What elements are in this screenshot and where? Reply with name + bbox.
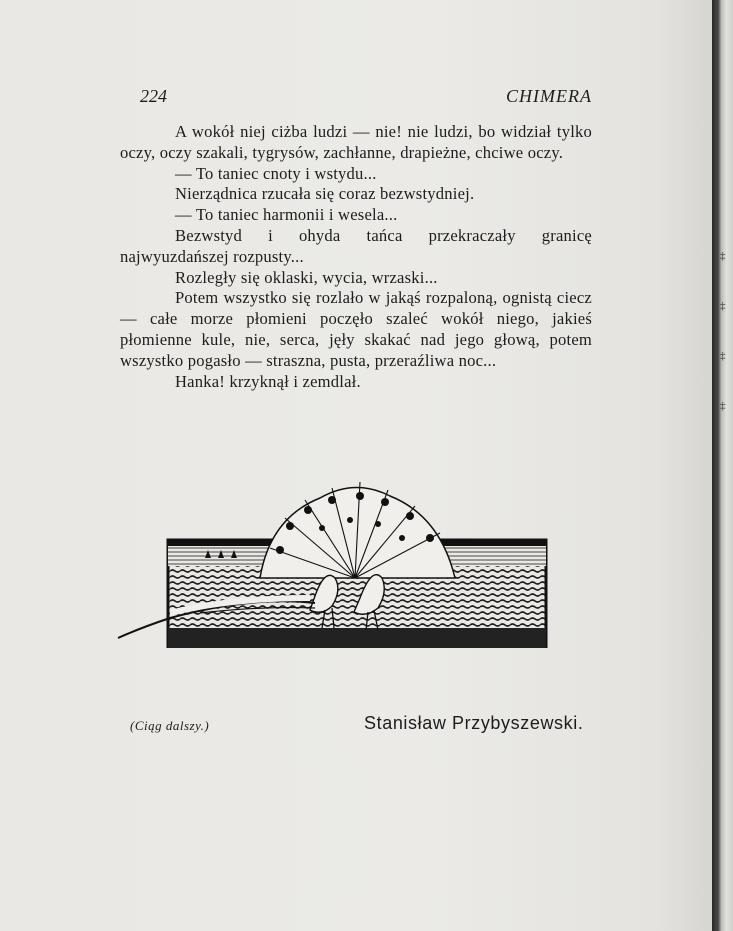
paragraph: Potem wszystko się rozlało w jakąś rozpaloną, ognistą ciecz — całe morze płomieni poczęło szaleć wokół niego, jakieś płomienne kule, nie, serca, jęły skakać nad jego głową, potem wszystko pogasło — straszna, pusta, przeraźliwa noc... [120,288,592,370]
spine-mark: ‡ [720,400,726,412]
spine-mark: ‡ [720,300,726,312]
paragraph: Bezwstyd i ohyda tańca przekraczały granicę najwyuzdańszej rozpusty... [120,225,592,266]
paragraph: Hanka! krzyknął i zemdlał. [175,371,361,391]
peacock-illustration [110,478,550,648]
paragraph: Rozległy się oklaski, wycia, wrzaski... [175,267,438,287]
paragraph: — To taniec cnoty i wstydu... [175,163,377,183]
page-number: 224 [140,86,167,106]
author-signature: Stanisław Przybyszewski. [364,713,584,733]
paragraph: Nierządnica rzucała się coraz bezwstydniej. [175,184,475,204]
continued-note: (Ciąg dalszy.) [130,718,210,733]
spine-mark: ‡ [720,350,726,362]
book-spine [712,0,733,931]
paragraph: — To taniec harmonii i wesela... [175,205,398,225]
journal-title: CHIMERA [506,86,592,106]
body-text [120,122,592,392]
running-head [140,86,592,110]
spine-mark: ‡ [720,250,726,262]
paragraph: A wokół niej ciżba ludzi — nie! nie ludzi, bo widział tylko oczy, oczy szakali, tygrysów, zachłanne, drapieżne, chciwe oczy. [120,122,592,162]
